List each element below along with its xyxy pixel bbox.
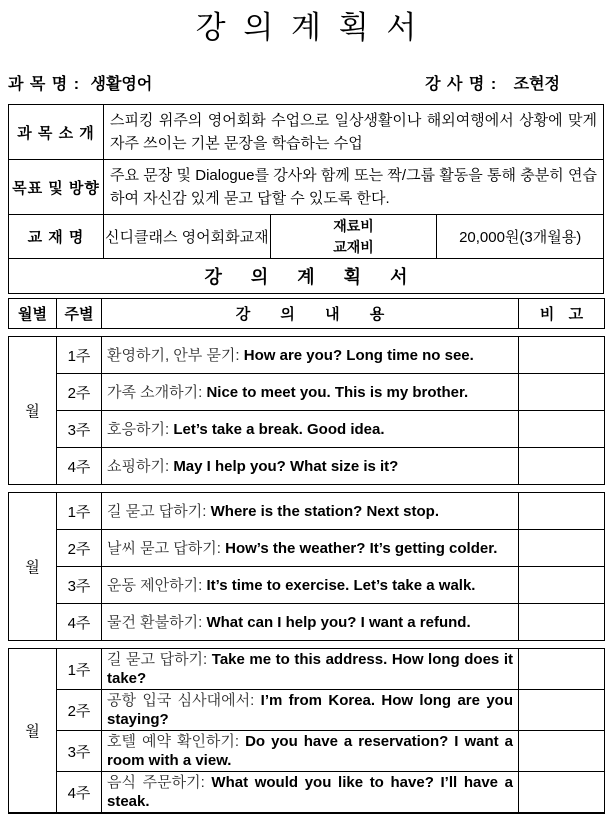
course-goal-row — [9, 160, 604, 215]
course-goal-label: 목표 및 방향 — [9, 160, 104, 215]
sentence-english: It’s time to exercise. Let’s take a walk. — [206, 576, 476, 594]
topic-korean: 날씨 묻고 답하기: — [107, 539, 221, 557]
header-note: 비 고 — [519, 299, 605, 329]
week-row — [9, 374, 605, 411]
instructor-value: 조현정 — [513, 76, 560, 93]
lecture-content-cell — [102, 649, 519, 690]
month-3-block — [8, 648, 605, 814]
week-row — [9, 448, 605, 485]
course-intro-text: 스피킹 위주의 영어회화 수업으로 일상생활이나 해외여행에서 상황에 맞게 자주 쓰이는 기본 문장을 학습하는 수업 — [104, 105, 604, 160]
header-month: 월별 — [9, 299, 57, 329]
week-cell: 1주 — [57, 337, 102, 374]
sentence-english: Nice to meet you. This is my brother. — [206, 383, 469, 401]
instructor-label: 강 사 명 : — [425, 76, 498, 93]
week-cell: 1주 — [57, 649, 102, 690]
week-row — [9, 649, 605, 690]
week-row — [9, 604, 605, 641]
week-row — [9, 567, 605, 604]
topic-korean: 호응하기: — [107, 420, 170, 438]
fee-value: 20,000원(3개월용) — [437, 215, 604, 259]
lecture-content-cell — [102, 567, 519, 604]
topic-korean: 길 묻고 답하기: — [107, 651, 208, 668]
lecture-content-cell — [102, 731, 519, 772]
week-cell: 1주 — [57, 493, 102, 530]
week-cell: 2주 — [57, 374, 102, 411]
sentence-english: Let’s take a break. Good idea. — [173, 420, 385, 438]
week-cell: 4주 — [57, 772, 102, 814]
week-row — [9, 731, 605, 772]
textbook-label: 교 재 명 — [9, 215, 104, 259]
course-intro-label: 과 목 소 개 — [9, 105, 104, 160]
month-2-cell: 월 — [9, 493, 57, 641]
lecture-content-cell — [102, 448, 519, 485]
topic-korean: 길 묻고 답하기: — [107, 502, 207, 520]
textbook-row — [9, 215, 604, 259]
month-2-block — [8, 492, 605, 641]
lecture-content-cell — [102, 772, 519, 814]
fee-label-line2: 교재비 — [333, 238, 374, 255]
sentence-english: I’m from Korea. How long are you staying? — [107, 692, 513, 728]
note-cell — [519, 411, 605, 448]
note-cell — [519, 337, 605, 374]
week-cell: 4주 — [57, 448, 102, 485]
note-cell — [519, 649, 605, 690]
week-row — [9, 493, 605, 530]
schedule-section-title-row — [9, 259, 604, 294]
note-cell — [519, 530, 605, 567]
note-cell — [519, 604, 605, 641]
schedule-header-table — [8, 298, 605, 329]
topic-korean: 가족 소개하기: — [107, 383, 203, 401]
meta-row — [8, 71, 604, 94]
schedule-header-row — [9, 299, 605, 329]
lecture-content-cell — [102, 604, 519, 641]
lecture-content-cell — [102, 374, 519, 411]
note-cell — [519, 493, 605, 530]
note-cell — [519, 731, 605, 772]
note-cell — [519, 374, 605, 411]
fee-label-line1: 재료비 — [333, 218, 374, 235]
sentence-english: May I help you? What size is it? — [173, 457, 399, 475]
month-3-cell: 월 — [9, 649, 57, 814]
sentence-english: Do you have a reservation? I want a room with a view. — [107, 733, 513, 769]
week-cell: 3주 — [57, 411, 102, 448]
week-cell: 2주 — [57, 690, 102, 731]
topic-korean: 환영하기, 안부 묻기: — [107, 346, 240, 364]
month-1-block — [8, 336, 605, 485]
course-info-table — [8, 104, 604, 294]
lecture-content-cell — [102, 411, 519, 448]
topic-korean: 음식 주문하기: — [107, 774, 205, 791]
lecture-content-cell — [102, 690, 519, 731]
fee-label — [270, 215, 437, 259]
topic-korean: 호텔 예약 확인하기: — [107, 733, 240, 750]
topic-korean: 공항 입국 심사대에서: — [107, 692, 255, 709]
month-1-cell: 월 — [9, 337, 57, 485]
course-goal-text: 주요 문장 및 Dialogue를 강사와 함께 또는 짝/그룹 활동을 통해 충분히 연습하여 자신감 있게 묻고 답할 수 있도록 한다. — [104, 160, 604, 215]
note-cell — [519, 448, 605, 485]
topic-korean: 운동 제안하기: — [107, 576, 203, 594]
week-row — [9, 690, 605, 731]
sentence-english: What can I help you? I want a refund. — [206, 613, 471, 631]
sentence-english: What would you like to have? I’ll have a steak. — [107, 774, 514, 810]
lecture-content-cell — [102, 493, 519, 530]
sentence-english: How’s the weather? It’s getting colder. — [225, 539, 498, 557]
note-cell — [519, 567, 605, 604]
course-intro-row — [9, 105, 604, 160]
week-cell: 2주 — [57, 530, 102, 567]
schedule-section-title: 강 의 계 획 서 — [9, 259, 604, 294]
lecture-content-cell — [102, 337, 519, 374]
sentence-english: Where is the station? Next stop. — [210, 502, 439, 520]
note-cell — [519, 772, 605, 814]
week-row — [9, 530, 605, 567]
subject-label: 과 목 명 : — [8, 76, 81, 93]
week-cell: 3주 — [57, 731, 102, 772]
textbook-name: 신디클래스 영어회화교재 — [104, 215, 271, 259]
week-cell: 3주 — [57, 567, 102, 604]
document-title: 강 의 계 획 서 — [195, 10, 422, 45]
instructor-name — [425, 71, 560, 94]
sentence-english: Take me to this address. How long does it take? — [107, 651, 513, 687]
week-row — [9, 411, 605, 448]
note-cell — [519, 690, 605, 731]
subject-value: 생활영어 — [90, 76, 153, 93]
week-cell: 4주 — [57, 604, 102, 641]
topic-korean: 쇼핑하기: — [107, 457, 170, 475]
lecture-content-cell — [102, 530, 519, 567]
subject-name — [8, 71, 152, 94]
week-row — [9, 772, 605, 814]
topic-korean: 물건 환불하기: — [107, 613, 203, 631]
sentence-english: How are you? Long time no see. — [243, 346, 474, 364]
header-content: 강 의 내 용 — [102, 299, 519, 329]
header-week: 주별 — [57, 299, 102, 329]
week-row — [9, 337, 605, 374]
